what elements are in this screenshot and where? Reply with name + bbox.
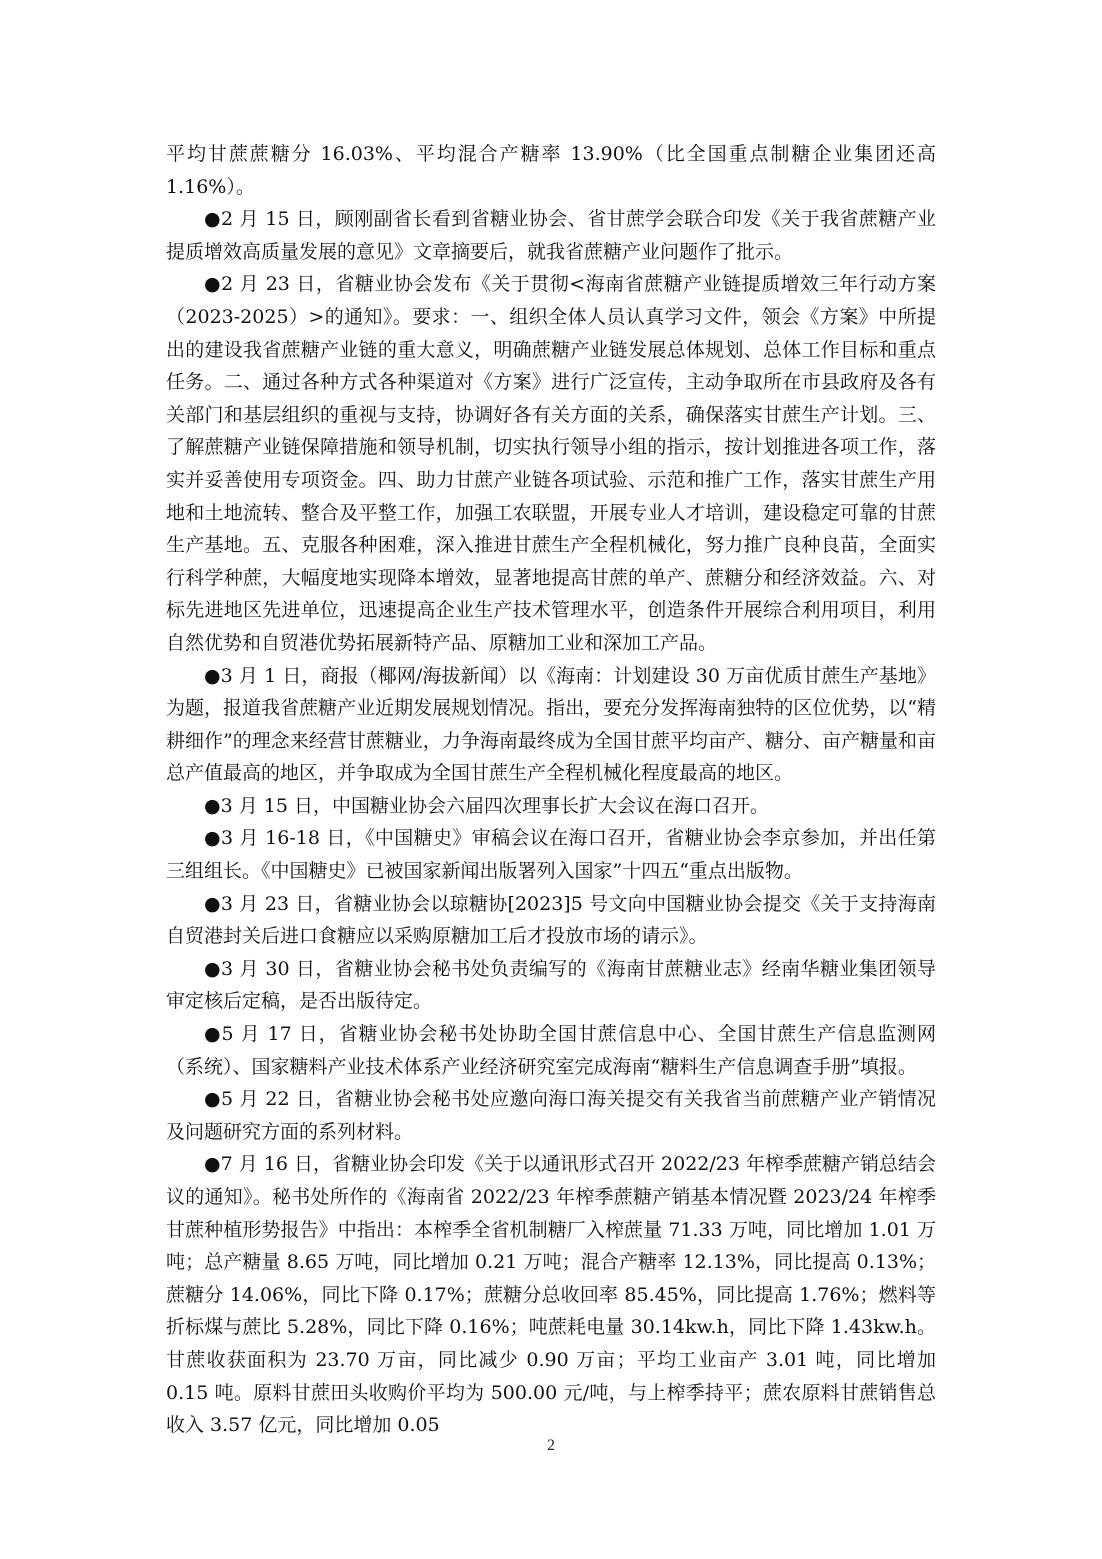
paragraph-jul-16: ●7 月 16 日，省糖业协会印发《关于以通讯形式召开 2022/23 年榨季蔗糖产销总结会议的通知》。秘书处所作的《海南省 2022/23 年榨季蔗糖产销基本情况暨 2023/24 年榨季甘蔗种植形势报告》中指出：本榨季全省机制糖厂入榨蔗量 71.33 万吨，同比增加 1.01 万吨；总产糖量 8.65 万吨，同比增加 0.21 万吨；混合产糖率 12.13%，同比提高 0.13%；蔗糖分 14.06%，同比下降 0.17%；蔗糖分总收回率 85.45%，同比提高 1.76%；燃料等折标煤与蔗比 5.28%，同比下降 0.16%；吨蔗耗电量 30.14kw.h，同比下降 1.43kw.h。甘蔗收获面积为 23.70 万亩，同比减少 0.90 万亩；平均工业亩产 3.01 吨，同比增加 0.15 吨。原料甘蔗田头收购价平均为 500.00 元/吨，与上榨季持平；蔗农原料甘蔗销售总收入 3.57 亿元，同比增加 0.05 <box>166 1153 936 1437</box>
paragraph-may-17: ●5 月 17 日，省糖业协会秘书处协助全国甘蔗信息中心、全国甘蔗生产信息监测网（系统）、国家糖料产业技术体系产业经济研究室完成海南“糖料生产信息调查手册”填报。 <box>166 1023 936 1078</box>
paragraph-feb-23: ●2 月 23 日，省糖业协会发布《关于贯彻<海南省蔗糖产业链提质增效三年行动方案（2023-2025）>的通知》。要求：一、组织全体人员认真学习文件，领会《方案》中所提出的建设我省蔗糖产业链的重大意义，明确蔗糖产业链发展总体规划、总体工作目标和重点任务。二、通过各种方式各种渠道对《方案》进行广泛宣传，主动争取所在市县政府及各有关部门和基层组织的重视与支持，协调好各有关方面的关系，确保落实甘蔗生产计划。三、了解蔗糖产业链保障措施和领导机制，切实执行领导小组的指示，按计划推进各项工作，落实并妥善使用专项资金。四、助力甘蔗产业链各项试验、示范和推广工作，落实甘蔗生产用地和土地流转、整合及平整工作，加强工农联盟，开展专业人才培训，建设稳定可靠的甘蔗生产基地。五、克服各种困难，深入推进甘蔗生产全程机械化，努力推广良种良苗，全面实行科学种蔗，大幅度地实现降本增效，显著地提高甘蔗的单产、蔗糖分和经济效益。六、对标先进地区先进单位，迅速提高企业生产技术管理水平，创造条件开展综合利用项目，利用自然优势和自贸港优势拓展新特产品、原糖加工业和深加工产品。 <box>166 273 936 654</box>
paragraph-mar-16-18: ●3 月 16-18 日，《中国糖史》审稿会议在海口召开，省糖业协会李京参加，并出任第三组组长。《中国糖史》已被国家新闻出版署列入国家”十四五“重点出版物。 <box>166 827 936 883</box>
paragraph-feb-15: ●2 月 15 日，顾刚副省长看到省糖业协会、省甘蔗学会联合印发《关于我省蔗糖产业提质增效高质量发展的意见》文章摘要后，就我省蔗糖产业问题作了批示。 <box>166 208 936 263</box>
paragraph-mar-1: ●3 月 1 日，商报（椰网/海拔新闻）以《海南：计划建设 30 万亩优质甘蔗生产基地》为题，报道我省蔗糖产业近期发展规划情况。指出，要充分发挥海南独特的区位优势，以“精耕细作”的理念来经营甘蔗糖业，力争海南最终成为全国甘蔗平均亩产、糖分、亩产糖量和亩总产值最高的地区，并争取成为全国甘蔗生产全程机械化程度最高的地区。 <box>166 664 936 785</box>
page-number: 2 <box>547 1437 555 1454</box>
paragraph-continuation: 平均甘蔗蔗糖分 16.03%、平均混合产糖率 13.90%（比全国重点制糖企业集团还高 1.16%）。 <box>166 143 936 198</box>
paragraph-may-22: ●5 月 22 日，省糖业协会秘书处应邀向海口海关提交有关我省当前蔗糖产业产销情况及问题研究方面的系列材料。 <box>166 1088 936 1143</box>
paragraph-mar-30: ●3 月 30 日，省糖业协会秘书处负责编写的《海南甘蔗糖业志》经南华糖业集团领导审定核后定稿，是否出版待定。 <box>166 957 936 1013</box>
paragraph-mar-15: ●3 月 15 日，中国糖业协会六届四次理事长扩大会议在海口召开。 <box>204 794 769 817</box>
paragraph-mar-23: ●3 月 23 日，省糖业协会以琼糖协[2023]5 号文向中国糖业协会提交《关于支持海南自贸港封关后进口食糖应以采购原糖加工后才投放市场的请示》。 <box>166 892 936 948</box>
body-text <box>166 138 936 1442</box>
